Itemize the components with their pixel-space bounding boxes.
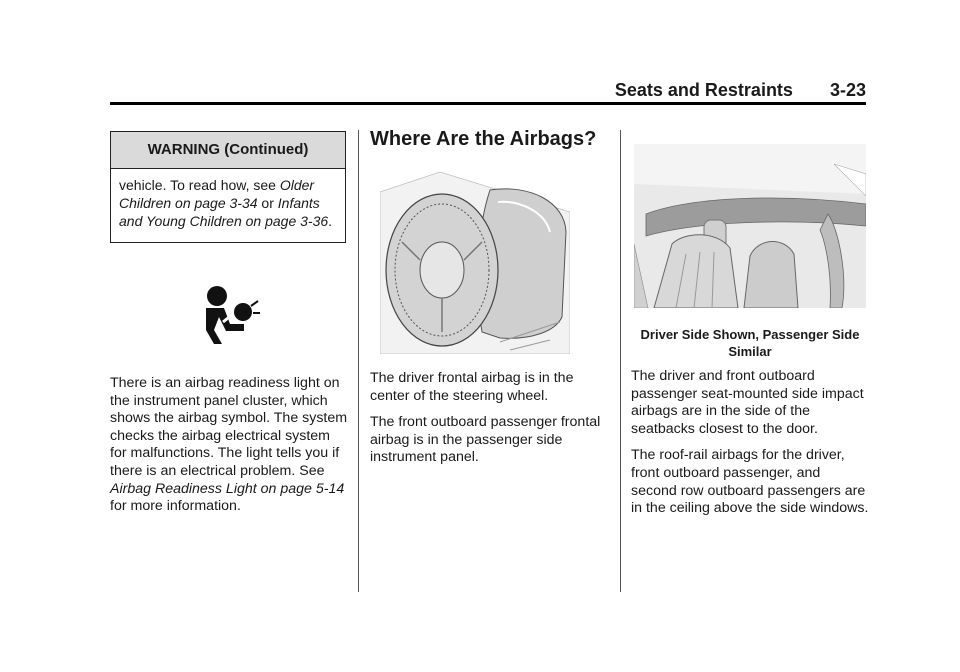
driver-airbag-paragraph: The driver frontal airbag is in the center of the steering wheel. bbox=[370, 370, 574, 404]
seat-airbag-paragraph: The driver and front outboard passenger seat-mounted side impact airbags are in the side of the seatbacks closest to the door. bbox=[631, 368, 864, 437]
roof-rail-airbag-paragraph: The roof-rail airbags for the driver, front outboard passenger, and second row outboard passengers are in the ceiling above the side windows. bbox=[631, 447, 869, 517]
airbag-readiness-icon bbox=[200, 284, 260, 346]
page-header bbox=[110, 80, 866, 102]
middle-paragraphs bbox=[370, 370, 606, 476]
warning-link-infants[interactable]: Infants and Young Children on page 3-36 bbox=[119, 195, 329, 229]
warning-text-part: vehicle. To read how, see bbox=[119, 177, 280, 193]
right-paragraphs bbox=[631, 368, 869, 527]
warning-text-part: or bbox=[257, 195, 278, 211]
column-divider-left bbox=[358, 130, 359, 592]
header-page-number: 3-23 bbox=[829, 80, 866, 100]
steering-wheel-airbag-illustration bbox=[380, 172, 570, 354]
passenger-airbag-paragraph: The front outboard passenger frontal airbag is in the passenger side instrument panel. bbox=[370, 414, 601, 466]
warning-title: WARNING (Continued) bbox=[111, 132, 345, 169]
warning-box bbox=[110, 131, 346, 243]
figure-caption: Driver Side Shown, Passenger Side Similar bbox=[640, 327, 860, 359]
readiness-text bbox=[110, 375, 350, 516]
readiness-link[interactable]: Airbag Readiness Light on page 5-14 bbox=[110, 480, 345, 497]
header-rule bbox=[110, 102, 866, 105]
section-heading: Where Are the Airbags? bbox=[370, 128, 597, 150]
readiness-text-part: for more information. bbox=[110, 498, 241, 515]
header-section-title: Seats and Restraints bbox=[614, 80, 793, 100]
readiness-text-part: There is an airbag readiness light on the instrument panel cluster, which shows the airbag symbol. The system checks the airbag electrical system for malfunctions. The light tells you if there is an electrical problem. See bbox=[110, 375, 348, 479]
warning-text bbox=[111, 169, 345, 237]
readiness-paragraph bbox=[110, 375, 350, 525]
seat-and-roof-airbag-illustration bbox=[634, 144, 866, 308]
warning-link-older-children[interactable]: Older Children on page 3-34 bbox=[119, 177, 315, 211]
warning-text-part: . bbox=[328, 213, 333, 229]
column-divider-right bbox=[620, 130, 621, 592]
